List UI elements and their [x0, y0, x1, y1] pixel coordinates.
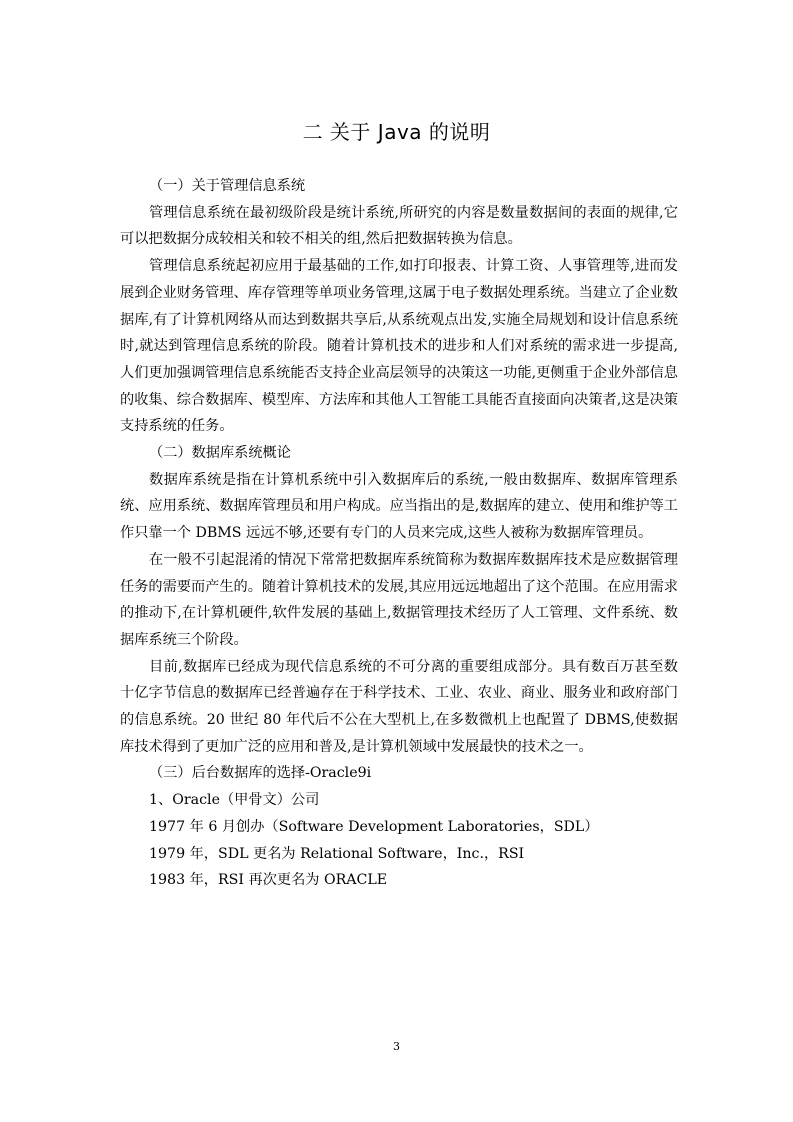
paragraph: 在一般不引起混淆的情况下常常把数据库系统简称为数据库数据库技术是应数据管理任务的需要而产生的。随着计算机技术的发展,其应用远远地超出了这个范围。在应用需求的推动下,在计算机硬件,软件发展的基础上,数据管理技术经历了人工管理、文件系统、数据库系统三个阶段。 — [120, 551, 678, 648]
page-number: 3 — [393, 1040, 400, 1053]
section-heading-mis: （一）关于管理信息系统 — [149, 178, 306, 194]
list-line: 1977 年 6 月创办（Software Development Laboratories，SDL） — [149, 818, 599, 835]
paragraph: 数据库系统是指在计算机系统中引入数据库后的系统,一般由数据库、数据库管理系统、应用系统、数据库管理员和用户构成。应当指出的是,数据库的建立、使用和维护等工作只靠一个 DBMS 远远不够,还要有专门的人员来完成,这些人被称为数据库管理员。 — [120, 471, 678, 542]
paragraph: 管理信息系统起初应用于最基础的工作,如打印报表、计算工资、人事管理等,进而发展到企业财务管理、库存管理等单项业务管理,这属于电子数据处理系统。当建立了企业数据库,有了计算机网络从而达到数据共享后,从系统观点出发,实施全局规划和设计信息系统时,就达到管理信息系统的阶段。随着计算机技术的进步和人们对系统的需求进一步提高,人们更加强调管理信息系统能否支持企业高层领导的决策这一功能,更侧重于企业外部信息的收集、综合数据库、模型库、方法库和其他人工智能工具能否直接面向决策者,这是决策支持系统的任务。 — [120, 258, 678, 435]
section-heading-oracle: （三）后台数据库的选择-Oracle9i — [149, 765, 372, 782]
page-title: 二 关于 Java 的说明 — [302, 120, 491, 144]
list-line: 1979 年，SDL 更名为 Relational Software，Inc.，RSI — [149, 845, 525, 862]
paragraph: 目前,数据库已经成为现代信息系统的不可分离的重要组成部分。具有数百万甚至数十亿字节信息的数据库已经普遍存在于科学技术、工业、农业、商业、服务业和政府部门的信息系统。20 世纪 80 年代后不公在大型机上,在多数微机上也配置了 DBMS,使数据库技术得到了更加广泛的应用和普及,是计算机领域中发展最快的技术之一。 — [120, 658, 678, 755]
document-body — [120, 173, 678, 894]
section-heading-database-overview: （二）数据库系统概论 — [149, 445, 291, 462]
paragraph: 管理信息系统在最初级阶段是统计系统,所研究的内容是数量数据间的表面的规律,它可以把数据分成较相关和较不相关的组,然后把数据转换为信息。 — [120, 204, 678, 248]
list-line: 1983 年，RSI 再次更名为 ORACLE — [149, 872, 388, 889]
list-line: 1、Oracle（甲骨文）公司 — [149, 792, 320, 809]
